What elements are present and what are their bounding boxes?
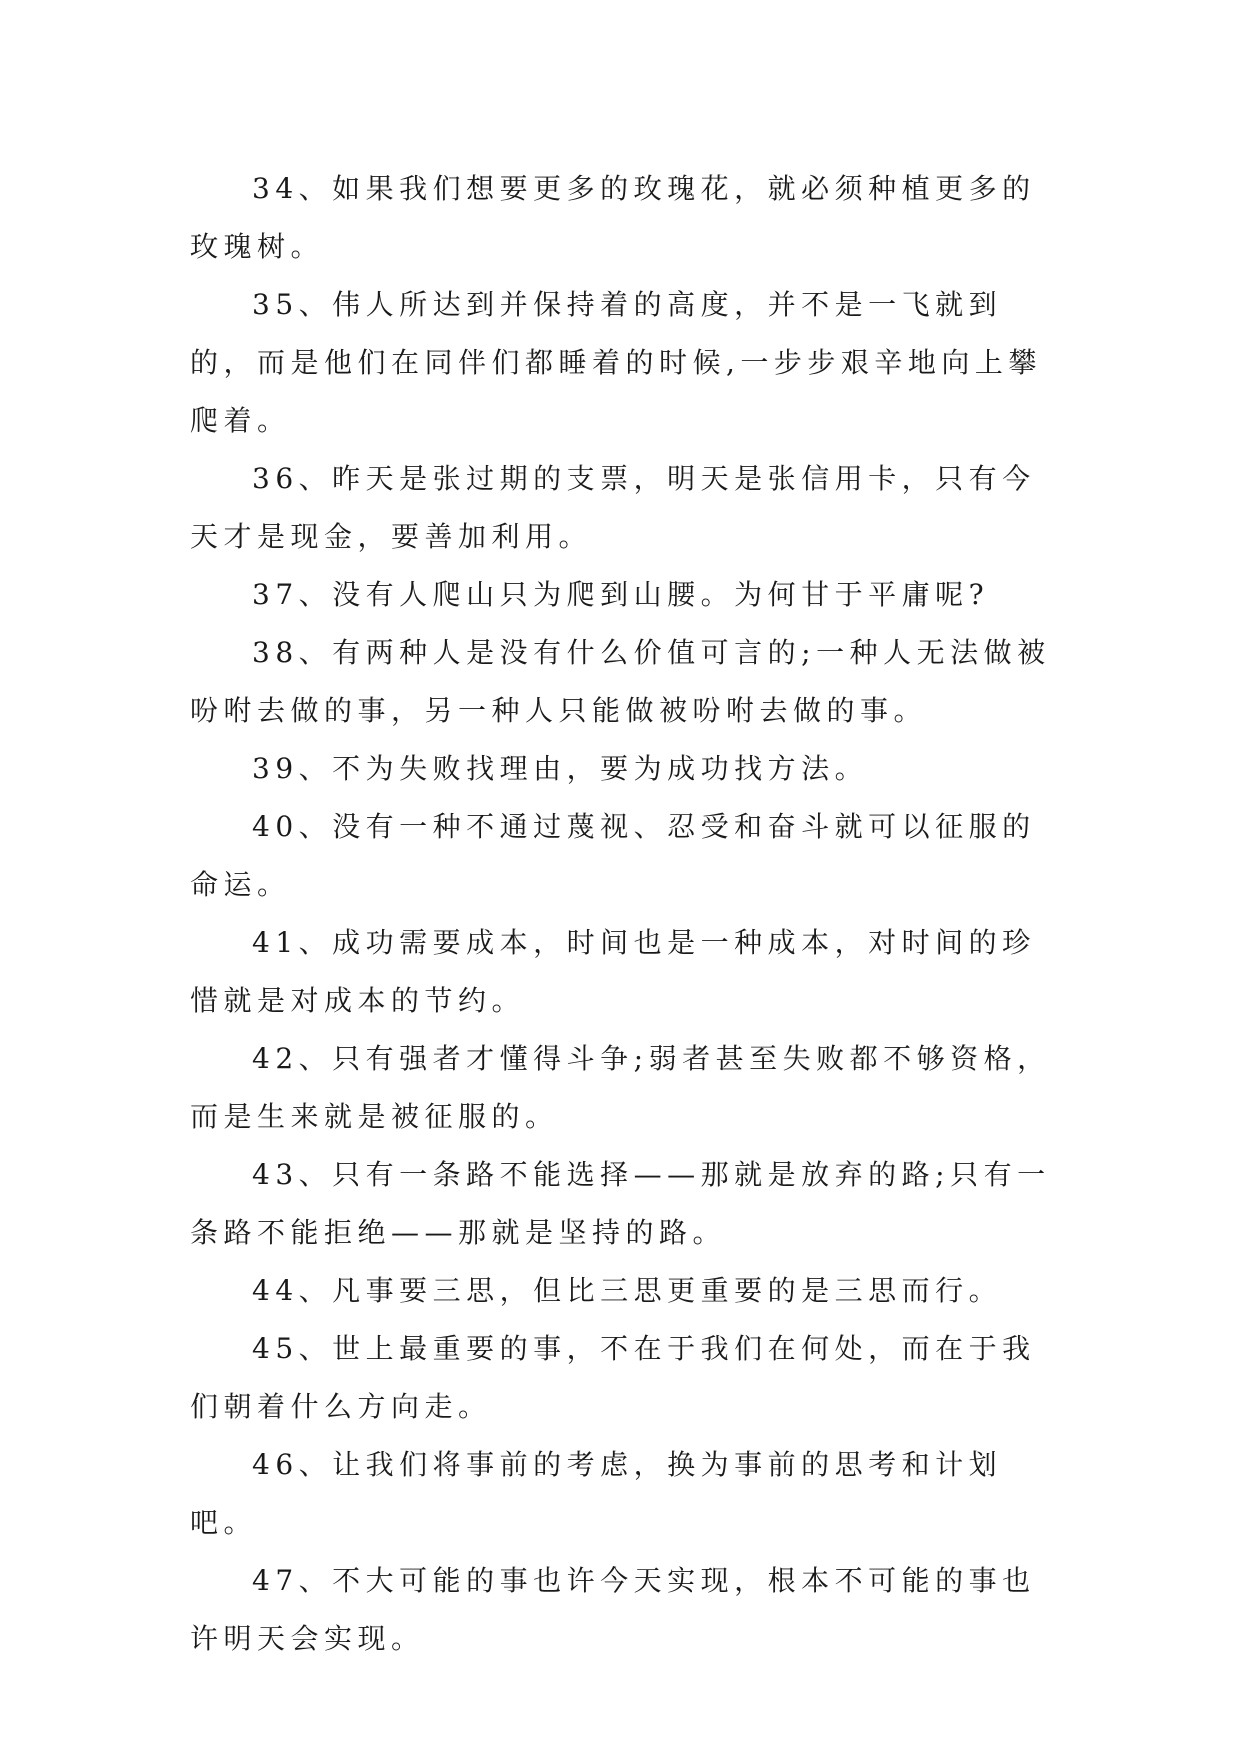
quote-paragraph-44: 44、凡事要三思，但比三思更重要的是三思而行。 <box>252 1274 1003 1307</box>
quote-paragraph-34: 34、如果我们想要更多的玫瑰花，就必须种植更多的玫瑰树。 <box>190 172 1036 263</box>
document-body <box>190 160 1060 1668</box>
quote-paragraph-43: 43、只有一条路不能选择——那就是放弃的路;只有一条路不能拒绝——那就是坚持的路。 <box>190 1158 1051 1249</box>
quote-paragraph-38: 38、有两种人是没有什么价值可言的;一种人无法做被吩咐去做的事，另一种人只能做被吩咐去做的事。 <box>190 636 1051 727</box>
quote-paragraph-36: 36、昨天是张过期的支票，明天是张信用卡，只有今天才是现金，要善加利用。 <box>190 462 1036 553</box>
quote-paragraph-42: 42、只有强者才懂得斗争;弱者甚至失败都不够资格，而是生来就是被征服的。 <box>190 1042 1051 1133</box>
quote-paragraph-37: 37、没有人爬山只为爬到山腰。为何甘于平庸呢? <box>252 578 990 611</box>
quote-paragraph-39: 39、不为失败找理由，要为成功找方法。 <box>252 752 869 785</box>
quote-paragraph-46: 46、让我们将事前的考虑，换为事前的思考和计划吧。 <box>190 1448 1003 1539</box>
quote-paragraph-45: 45、世上最重要的事，不在于我们在何处，而在于我们朝着什么方向走。 <box>190 1332 1036 1423</box>
quote-paragraph-35: 35、伟人所达到并保持着的高度，并不是一飞就到的，而是他们在同伴们都睡着的时候,一步步艰辛地向上攀爬着。 <box>190 288 1042 437</box>
quote-paragraph-41: 41、成功需要成本，时间也是一种成本，对时间的珍惜就是对成本的节约。 <box>190 926 1036 1017</box>
quote-paragraph-47: 47、不大可能的事也许今天实现，根本不可能的事也许明天会实现。 <box>190 1564 1036 1655</box>
quote-paragraph-40: 40、没有一种不通过蔑视、忍受和奋斗就可以征服的命运。 <box>190 810 1036 901</box>
